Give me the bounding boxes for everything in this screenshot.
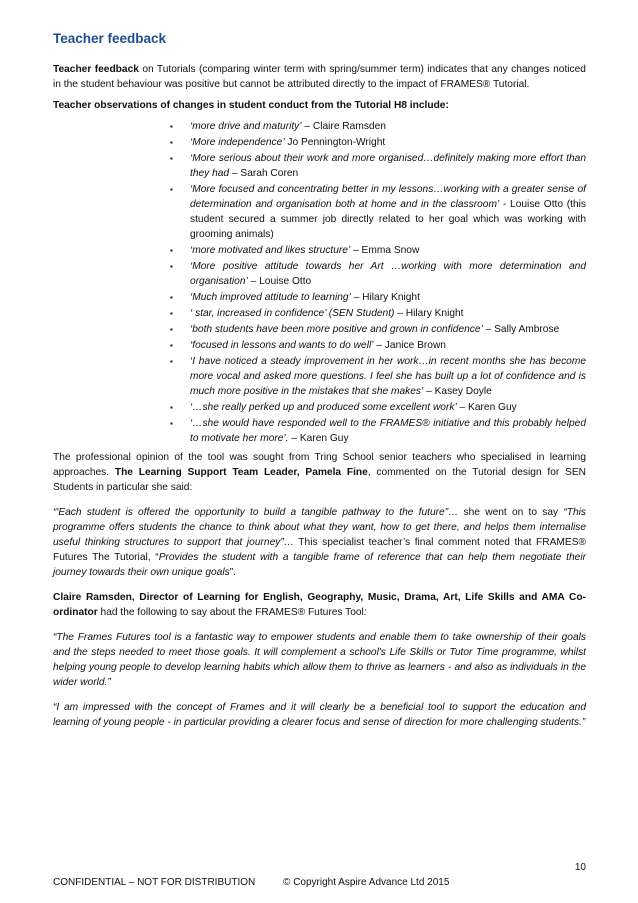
quote-item: [170, 259, 586, 289]
bullet-icon: ▪: [170, 246, 173, 255]
quote-attribution: - Louise Otto (this student secured a summer job directly related to her goal which was working with grooming animals): [190, 199, 586, 240]
bullet-icon: ▪: [170, 185, 173, 194]
footer-confidential: CONFIDENTIAL – NOT FOR DISTRIBUTION: [53, 877, 256, 888]
quote-item: [170, 306, 586, 321]
section-heading: Teacher feedback: [53, 31, 167, 46]
pamela-quote-3: Provides the student with a tangible frame of reference that can help them negotiate their journey towards their own unique goals: [53, 552, 587, 578]
quote-text: ‘I have noticed a steady improvement in her work…in recent months she has become more vocal and asked more questions. I feel she has built up a lot of confidence and is much more positive in the mistakes that she makes’: [190, 356, 586, 397]
quote-attribution: – Karen Guy: [288, 433, 349, 444]
intro-lead: Teacher feedback: [53, 64, 139, 75]
professional-text: The professional opinion of the tool was sought from Tring School senior teachers who specialised in learning approaches.: [53, 452, 586, 478]
bullet-icon: ▪: [170, 262, 173, 271]
page-footer: [53, 877, 449, 888]
quote-list: [53, 119, 586, 446]
quote-text: ‘More serious about their work and more organised…definitely making more effort than they had: [190, 153, 586, 179]
claire-paragraph: [53, 590, 586, 620]
bullet-icon: ▪: [170, 293, 173, 302]
pamela-quote-2: “This programme offers students the chance to think about what they want, how to get there, and helps them internalise useful thinking structures to support that journey”…: [53, 507, 586, 548]
claire-quote-2: “I am impressed with the concept of Frames and it will clearly be a beneficial tool to support the education and learning of young people - in particular providing a clearer focus and sense of direction for more challenging students.”: [53, 702, 586, 728]
quote-text: ‘More independence’: [190, 137, 285, 148]
quote-attribution: – Louise Otto: [247, 276, 312, 287]
quote-item: [170, 400, 586, 415]
quote-item: [170, 243, 586, 258]
quote-text: ‘…she would have responded well to the FRAMES® initiative and this probably helped to motivate her more’.: [190, 418, 586, 444]
claire-quote-1: “The Frames Futures tool is a fantastic way to empower students and enable them to take ownership of their goals and the steps needed to meet those goals. It will complement a school's Life Skills or Tutor Time programme, whilst helping young people to develop learning habits which allow them to thrive as learners - and also as individuals in the wider world.”: [53, 632, 586, 688]
pamela-quote-1: “'Each student is offered the opportunity to build a tangible pathway to the future”…: [53, 507, 459, 518]
quote-text: ‘focused in lessons and wants to do well’: [190, 340, 374, 351]
quote-item: [170, 338, 586, 353]
pamela-text-3: ”.: [229, 567, 236, 578]
page-number: 10: [574, 862, 586, 873]
quote-item: [170, 290, 586, 305]
bullet-icon: ▪: [170, 309, 173, 318]
observations-heading: Teacher observations of changes in student conduct from the Tutorial H8 include:: [53, 100, 449, 111]
pamela-text-2: This specialist teacher’s final comment noted that FRAMES® Futures The Tutorial, “: [53, 537, 587, 563]
pamela-text-1: she went on to say: [458, 507, 564, 518]
quote-attribution: – Sally Ambrose: [482, 324, 560, 335]
bullet-icon: ▪: [170, 419, 173, 428]
quote-text: ‘More focused and concentrating better in my lessons…working with a greater sense of determination and organisation both at home and in the classroom’: [190, 184, 586, 210]
claire-colon: :: [363, 607, 367, 618]
intro-text: on Tutorials (comparing winter term with spring/summer term) indicates that any changes noticed in the student behaviour was positive but cannot be attributed directly to the impact of FRAMES® Tutorial.: [53, 64, 586, 90]
quote-item: [170, 322, 586, 337]
quote-item: [170, 354, 586, 399]
quote-attribution: – Emma Snow: [350, 245, 420, 256]
quote-text: ‘more motivated and likes structure’: [190, 245, 351, 256]
pamela-quote-paragraph: [53, 505, 586, 580]
quote-item: [170, 182, 586, 242]
quote-item: [170, 135, 586, 150]
bullet-icon: ▪: [170, 138, 173, 147]
quote-text: ‘ star, increased in confidence’ (SEN Student): [190, 308, 395, 319]
bullet-icon: ▪: [170, 403, 173, 412]
professional-paragraph: [53, 450, 586, 495]
quote-attribution: – Claire Ramsden: [301, 121, 386, 132]
bullet-icon: ▪: [170, 357, 173, 366]
quote-attribution: – Hilary Knight: [350, 292, 420, 303]
pamela-name: The Learning Support Team Leader, Pamela Fine: [114, 467, 368, 478]
quote-item: [170, 416, 586, 446]
quote-attribution: – Hilary Knight: [394, 308, 464, 319]
quote-text: ‘…she really perked up and produced some excellent work’: [190, 402, 457, 413]
bullet-icon: ▪: [170, 154, 173, 163]
quote-item: [170, 119, 586, 134]
quote-text: ‘Much improved attitude to learning’: [190, 292, 351, 303]
bullet-icon: ▪: [170, 341, 173, 350]
bullet-icon: ▪: [170, 122, 173, 131]
quote-attribution: – Kasey Doyle: [423, 386, 492, 397]
quote-text: ‘More positive attitude towards her Art …working with more determination and organisation’: [190, 261, 586, 287]
quote-attribution: Jo Pennington-Wright: [284, 137, 386, 148]
footer-copyright: © Copyright Aspire Advance Ltd 2015: [283, 877, 450, 888]
bullet-icon: ▪: [170, 325, 173, 334]
quote-text: ‘more drive and maturity’: [190, 121, 302, 132]
quote-text: ‘both students have been more positive and grown in confidence’: [190, 324, 483, 335]
claire-text: had the following to say about the FRAMES® Futures Tool: [97, 607, 364, 618]
page-content: [53, 30, 586, 736]
claire-name: Claire Ramsden, Director of Learning for English, Geography, Music, Drama, Art, Life Skills and AMA Co-ordinator: [53, 592, 586, 618]
intro-paragraph: [53, 62, 586, 92]
quote-item: [170, 151, 586, 181]
quote-attribution: – Karen Guy: [456, 402, 517, 413]
professional-text-end: , commented on the Tutorial design for SEN Students in particular she said:: [53, 467, 586, 493]
quote-attribution: – Janice Brown: [373, 340, 446, 351]
quote-attribution: – Sarah Coren: [229, 168, 299, 179]
